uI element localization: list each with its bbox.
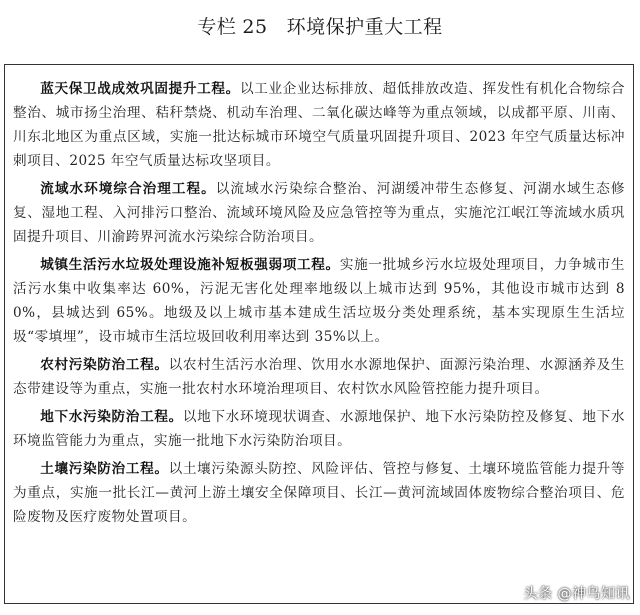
column-content <box>13 77 625 533</box>
section-groundwater <box>13 405 625 453</box>
section-body: 以流域水污染综合整治、河湖缓冲带生态修复、河湖水域生态修复、湿地工程、入河排污口整治、流域环境风险及应急管控等为重点，实施沱江岷江等流域水质巩固提升项目、川渝跨界河流水污染综合防治项目。 <box>13 181 626 245</box>
section-body: 以农村生活污水治理、饮用水水源地保护、面源污染治理、水源涵养及生态带建设等为重点，实施一批农村水环境治理项目、农村饮水风险管控能力提升项目。 <box>13 357 626 397</box>
column-title: 环境保护重大工程 <box>286 16 443 38</box>
column-box <box>4 64 634 604</box>
section-body: 以地下水环境现状调查、水源地保护、地下水污染防控及修复、地下水环境监管能力为重点，实施一批地下水污染防治项目。 <box>13 409 626 449</box>
section-heading: 城镇生活污水垃圾处理设施补短板强弱项工程。 <box>40 257 340 273</box>
section-body: 实施一批城乡污水垃圾处理项目，力争城市生活污水集中收集率达 60%，污泥无害化处理率地级以上城市达到 95%，其他设市城市达到 80%，县城达到 65%。地级及以上城市基本建成生活垃圾分类处理系统，基本实现原生生活垃圾“零填埋”，设市城市生活垃圾回收利用率达到 35%以上。 <box>13 257 626 345</box>
section-blue-sky <box>13 77 625 173</box>
section-rural-pollution <box>13 353 625 401</box>
page-title <box>0 12 640 39</box>
section-heading: 农村污染防治工程。 <box>40 357 169 373</box>
section-soil <box>13 457 625 529</box>
column-prefix: 专栏 <box>197 16 237 38</box>
section-river-basin <box>13 177 625 249</box>
source-watermark: 头条 @神鸟知讯 <box>523 586 630 602</box>
section-heading: 地下水污染防治工程。 <box>40 409 183 425</box>
column-number: 25 <box>242 16 268 38</box>
section-body: 以土壤污染源头防控、风险评估、管控与修复、土壤环境监管能力提升等为重点，实施一批长江—黄河上游土壤安全保障项目、长江—黄河流域固体废物综合整治项目、危险废物及医疗废物处置项目。 <box>13 461 626 525</box>
section-heading: 流域水环境综合治理工程。 <box>40 181 216 197</box>
section-body: 以工业企业达标排放、超低排放改造、挥发性有机化合物综合整治、城市扬尘治理、秸秆禁烧、机动车治理、二氧化碳达峰等为重点领域，以成都平原、川南、川东北地区为重点区域，实施一批达标城市环境空气质量巩固提升项目、2023 年空气质量达标冲刺项目、2025 年空气质量达标攻坚项目。 <box>13 81 626 169</box>
section-heading: 土壤污染防治工程。 <box>40 461 169 477</box>
section-heading: 蓝天保卫战成效巩固提升工程。 <box>40 81 240 97</box>
section-urban-sewage <box>13 253 625 349</box>
